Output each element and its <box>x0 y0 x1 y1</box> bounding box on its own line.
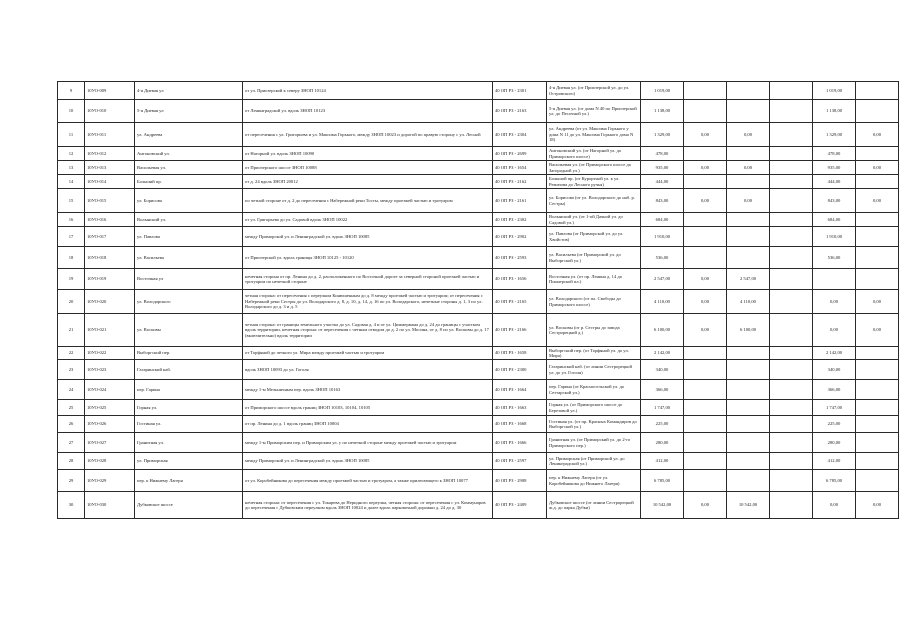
value-cell-3 <box>727 213 770 227</box>
registry-number-cell: 40 ОП РЗ - 1656 <box>493 269 547 290</box>
value-cell-6 <box>856 147 899 161</box>
row-number-cell: 30 <box>58 492 85 519</box>
value-cell-6: 0,00 <box>856 314 899 347</box>
road-name-cell: Гостиная ул. <box>135 416 243 433</box>
value-cell-6: 0,00 <box>856 161 899 175</box>
value-cell-4 <box>770 433 813 453</box>
value-cell-3 <box>727 247 770 269</box>
road-boundaries-cell: пер. к Нижнему Лагеря (от ул. Коробейникова до Нижнего Лагеря) <box>547 470 641 492</box>
value-cell-2 <box>684 433 727 453</box>
value-cell-5: 0,00 <box>813 290 856 314</box>
road-name-cell: Васильевая ул. <box>135 161 243 175</box>
value-cell-2 <box>684 82 727 100</box>
roads-register-table <box>57 81 899 519</box>
location-description-cell: нечетная сторона от пр. Ленина до д. 2, расположенного по Восточной дороге за северной стороной проезжей частью и тротуаром по нечетной стороне <box>243 269 493 290</box>
value-cell-4 <box>770 161 813 175</box>
value-cell-6: 0,00 <box>856 189 899 213</box>
registry-number-cell: 40 ОП РЗ - 2409 <box>493 492 547 519</box>
road-name-cell: 5-я Диевая ул <box>135 100 243 123</box>
registry-number-cell: 40 ОП РЗ - 1666 <box>493 433 547 453</box>
road-name-cell: Антоновский ул. <box>135 147 243 161</box>
value-cell-1: 536,00 <box>641 247 684 269</box>
row-number-cell: 25 <box>58 400 85 416</box>
row-number-cell: 12 <box>58 147 85 161</box>
table-row <box>58 123 899 147</box>
road-name-cell: пер. к Нижнему Лагеря <box>135 470 243 492</box>
value-cell-5: 1 910,00 <box>813 227 856 247</box>
road-name-cell: ул. Васильева <box>135 247 243 269</box>
value-cell-1: 444,00 <box>641 175 684 189</box>
value-cell-1: 478,00 <box>641 147 684 161</box>
value-cell-2: 0,00 <box>684 189 727 213</box>
value-cell-6 <box>856 360 899 380</box>
value-cell-3 <box>727 380 770 400</box>
value-cell-3 <box>727 453 770 470</box>
road-boundaries-cell: Большой пр. (от Курортной ул. к ул. Ремизова до Лесного ручья) <box>547 175 641 189</box>
registry-number-cell: 40 ОП РЗ - 2597 <box>493 453 547 470</box>
value-cell-4 <box>770 380 813 400</box>
road-boundaries-cell: Антоновский ул. (от Нагорной ул. до Приморского шоссе) <box>547 147 641 161</box>
table-row <box>58 100 899 123</box>
road-code-cell: 10УО-021 <box>85 314 135 347</box>
registry-number-cell: 40 ОП РЗ - 1668 <box>493 416 547 433</box>
value-cell-1: 684,00 <box>641 213 684 227</box>
row-number-cell: 28 <box>58 453 85 470</box>
value-cell-6 <box>856 100 899 123</box>
value-cell-6 <box>856 247 899 269</box>
registry-number-cell: 40 ОП РЗ - 1664 <box>493 380 547 400</box>
value-cell-6 <box>856 175 899 189</box>
table-row <box>58 213 899 227</box>
value-cell-2 <box>684 175 727 189</box>
registry-number-cell: 40 ОП РЗ - 2165 <box>493 290 547 314</box>
value-cell-1: 4 110,00 <box>641 290 684 314</box>
road-code-cell: 10УО-027 <box>85 433 135 453</box>
registry-number-cell: 40 ОП РЗ - 2301 <box>493 82 547 100</box>
value-cell-6 <box>856 400 899 416</box>
road-code-cell: 10УО-018 <box>85 247 135 269</box>
value-cell-5: 1 747,00 <box>813 400 856 416</box>
value-cell-2 <box>684 227 727 247</box>
value-cell-6 <box>856 380 899 400</box>
road-name-cell: Гагаринский наб. <box>135 360 243 380</box>
value-cell-3 <box>727 227 770 247</box>
road-boundaries-cell: Горная ул. (от Приморского шоссе до Березовой ул.) <box>547 400 641 416</box>
value-cell-3: 0,00 <box>727 123 770 147</box>
table-row <box>58 416 899 433</box>
road-boundaries-cell: ул. Андреева (от ул. Максима Горького у дома N 11 до ул. Максима Горького дома N 18) <box>547 123 641 147</box>
value-cell-2: 0,00 <box>684 290 727 314</box>
value-cell-1: 1 910,00 <box>641 227 684 247</box>
road-boundaries-cell: ул. Васильева (от Приморской ул. до Выборгской ул.) <box>547 247 641 269</box>
value-cell-2 <box>684 380 727 400</box>
value-cell-1: 1 329,00 <box>641 123 684 147</box>
value-cell-1: 843,00 <box>641 189 684 213</box>
location-description-cell: между 1-м Приморским пер. и Приморским ул. у по нечетной стороне между проезжей частью и тротуаром <box>243 433 493 453</box>
registry-number-cell: 40 ОП РЗ - 2302 <box>493 213 547 227</box>
road-boundaries-cell: ул. Приморская (от Приморской ул. до Ленинградской ул.) <box>547 453 641 470</box>
road-boundaries-cell: Гостиная ул. (от пр. Красных Командиров до Выборгской ул.) <box>547 416 641 433</box>
value-cell-6: 0,00 <box>856 492 899 519</box>
road-code-cell: 10УО-029 <box>85 470 135 492</box>
table-row <box>58 360 899 380</box>
road-name-cell: ул. Восковы <box>135 314 243 347</box>
row-number-cell: 27 <box>58 433 85 453</box>
road-code-cell: 10УО-030 <box>85 492 135 519</box>
value-cell-4 <box>770 147 813 161</box>
table-row <box>58 470 899 492</box>
value-cell-3: 0,00 <box>727 189 770 213</box>
table-row <box>58 269 899 290</box>
road-code-cell: 10УО-015 <box>85 189 135 213</box>
value-cell-1: 10 542,00 <box>641 492 684 519</box>
road-code-cell: 10УО-016 <box>85 213 135 227</box>
road-name-cell: пер. Гарина <box>135 380 243 400</box>
road-boundaries-cell: Гагаринский наб. (от линии Сестрорецкой ул. до ул. Гоголя) <box>547 360 641 380</box>
location-description-cell: от Нагорной ул. вдоль ЗНОП 10090 <box>243 147 493 161</box>
value-cell-6 <box>856 453 899 470</box>
value-cell-5: 1 019,00 <box>813 82 856 100</box>
road-name-cell: Волынский ул. <box>135 213 243 227</box>
road-code-cell: 10УО-025 <box>85 400 135 416</box>
value-cell-6 <box>856 227 899 247</box>
value-cell-5: 0,00 <box>813 314 856 347</box>
road-name-cell: ул. Андреева <box>135 123 243 147</box>
road-code-cell: 10УО-026 <box>85 416 135 433</box>
row-number-cell: 14 <box>58 175 85 189</box>
value-cell-3 <box>727 400 770 416</box>
registry-number-cell: 40 ОП РЗ - 2300 <box>493 360 547 380</box>
value-cell-2 <box>684 400 727 416</box>
registry-number-cell: 40 ОП РЗ - 2162 <box>493 175 547 189</box>
registry-number-cell: 40 ОП РЗ - 1654 <box>493 161 547 175</box>
location-description-cell: от ул. Коробейникова до пересечения между проезжей частью и тротуаром, а также прилегающего к ЗНОП 10077 <box>243 470 493 492</box>
value-cell-5: 6 785,00 <box>813 470 856 492</box>
location-description-cell: между Приморской ул. и Ленинградской ул. вдоль ЗНОП 10085 <box>243 453 493 470</box>
road-code-cell: 10УО-013 <box>85 161 135 175</box>
value-cell-4 <box>770 227 813 247</box>
value-cell-4 <box>770 82 813 100</box>
value-cell-6 <box>856 269 899 290</box>
value-cell-1: 2 142,00 <box>641 347 684 360</box>
road-boundaries-cell: Гранитная ул. (от Приморский ул. до 2-го Приморского пер.) <box>547 433 641 453</box>
registry-number-cell: 40 ОП РЗ - 2304 <box>493 123 547 147</box>
value-cell-1: 280,00 <box>641 433 684 453</box>
row-number-cell: 16 <box>58 213 85 227</box>
road-code-cell: 10УО-014 <box>85 175 135 189</box>
road-name-cell: Восточная ул <box>135 269 243 290</box>
value-cell-4 <box>770 400 813 416</box>
table-row <box>58 400 899 416</box>
value-cell-4 <box>770 213 813 227</box>
value-cell-4 <box>770 470 813 492</box>
value-cell-2 <box>684 100 727 123</box>
value-cell-3: 4 110,00 <box>727 290 770 314</box>
value-cell-6: 0,00 <box>856 123 899 147</box>
table-row <box>58 492 899 519</box>
value-cell-1: 1 747,00 <box>641 400 684 416</box>
road-boundaries-cell: пер. Гарина (от Красносельской ул. до Сеттарской ул.) <box>547 380 641 400</box>
row-number-cell: 20 <box>58 290 85 314</box>
location-description-cell: между Приморской ул. и Ленинградской ул. вдоль ЗНОП 10085 <box>243 227 493 247</box>
row-number-cell: 22 <box>58 347 85 360</box>
value-cell-4 <box>770 175 813 189</box>
value-cell-5: 412,00 <box>813 453 856 470</box>
table-row <box>58 147 899 161</box>
value-cell-2 <box>684 247 727 269</box>
row-number-cell: 13 <box>58 161 85 175</box>
road-boundaries-cell: 5-я Диевая ул. (от дома N 40 по Приозерской ул. до Песочной ул.) <box>547 100 641 123</box>
value-cell-1: 412,00 <box>641 453 684 470</box>
value-cell-4 <box>770 492 813 519</box>
value-cell-3: 10 542,00 <box>727 492 770 519</box>
road-name-cell: ул. Володарского <box>135 290 243 314</box>
value-cell-5: 366,00 <box>813 380 856 400</box>
registry-number-cell: 40 ОП РЗ - 1663 <box>493 400 547 416</box>
location-description-cell: от пересечения с ул. Григорьева и ул. Максима Горького, между ЗНОП 10023 и дорогой по правую сторону с ул. Лесной <box>243 123 493 147</box>
value-cell-2 <box>684 416 727 433</box>
row-number-cell: 19 <box>58 269 85 290</box>
table-row <box>58 247 899 269</box>
registry-number-cell: 40 ОП РЗ - 2161 <box>493 189 547 213</box>
value-cell-1: 6 785,00 <box>641 470 684 492</box>
registry-number-cell: 40 ОП РЗ - 2699 <box>493 147 547 161</box>
value-cell-6: 0,00 <box>856 290 899 314</box>
value-cell-1: 6 100,00 <box>641 314 684 347</box>
road-code-cell: 10УО-009 <box>85 82 135 100</box>
row-number-cell: 15 <box>58 189 85 213</box>
table-row <box>58 453 899 470</box>
value-cell-6 <box>856 213 899 227</box>
value-cell-1: 1 019,00 <box>641 82 684 100</box>
value-cell-3 <box>727 360 770 380</box>
value-cell-5: 1 138,00 <box>813 100 856 123</box>
value-cell-6 <box>856 470 899 492</box>
road-boundaries-cell: 4-я Диевая ул. (от Приозерской ул. до ул. Островского) <box>547 82 641 100</box>
road-code-cell: 10УО-020 <box>85 290 135 314</box>
road-code-cell: 10УО-023 <box>85 360 135 380</box>
location-description-cell: вдоль ЗНОП 10093 до ул. Гоголя <box>243 360 493 380</box>
road-code-cell: 10УО-019 <box>85 269 135 290</box>
value-cell-4 <box>770 290 813 314</box>
row-number-cell: 11 <box>58 123 85 147</box>
row-number-cell: 26 <box>58 416 85 433</box>
location-description-cell: от Приморского шоссе вдоль границ ЗНОП 10103, 10104, 10105 <box>243 400 493 416</box>
table-row <box>58 82 899 100</box>
road-boundaries-cell: ул. Павлова (от Приморской ул. до ул. Хвойстов) <box>547 227 641 247</box>
row-number-cell: 23 <box>58 360 85 380</box>
location-description-cell: от пр. Ленина до д. 1 вдоль границ ЗНОП 10004 <box>243 416 493 433</box>
row-number-cell: 29 <box>58 470 85 492</box>
row-number-cell: 21 <box>58 314 85 347</box>
value-cell-5: 1 329,00 <box>813 123 856 147</box>
value-cell-4 <box>770 347 813 360</box>
value-cell-6 <box>856 347 899 360</box>
value-cell-5: 340,00 <box>813 360 856 380</box>
table-row <box>58 290 899 314</box>
value-cell-4 <box>770 247 813 269</box>
value-cell-1: 366,00 <box>641 380 684 400</box>
road-code-cell: 10УО-011 <box>85 123 135 147</box>
road-boundaries-cell: ул. Борисова (от ул. Володарского до наб. р. Сестры) <box>547 189 641 213</box>
value-cell-3: 0,00 <box>727 161 770 175</box>
value-cell-5: 684,00 <box>813 213 856 227</box>
registry-number-cell: 40 ОП РЗ - 2908 <box>493 470 547 492</box>
value-cell-2 <box>684 470 727 492</box>
value-cell-5: 444,00 <box>813 175 856 189</box>
value-cell-2: 0,00 <box>684 123 727 147</box>
road-name-cell: ул. Борисова <box>135 189 243 213</box>
road-boundaries-cell: ул. Восковы (от р. Сестры до завода Сестрорецкий д.) <box>547 314 641 347</box>
value-cell-5: 2 142,00 <box>813 347 856 360</box>
value-cell-2: 0,00 <box>684 314 727 347</box>
value-cell-1: 2 547,00 <box>641 269 684 290</box>
value-cell-5: 536,00 <box>813 247 856 269</box>
table-row <box>58 380 899 400</box>
value-cell-6 <box>856 416 899 433</box>
value-cell-5 <box>813 269 856 290</box>
road-name-cell: ул. Приморская <box>135 453 243 470</box>
road-name-cell: Горная ул. <box>135 400 243 416</box>
value-cell-5: 280,00 <box>813 433 856 453</box>
value-cell-2: 0,00 <box>684 161 727 175</box>
value-cell-6 <box>856 82 899 100</box>
value-cell-3 <box>727 416 770 433</box>
row-number-cell: 18 <box>58 247 85 269</box>
road-code-cell: 10УО-010 <box>85 100 135 123</box>
value-cell-3: 2 547,00 <box>727 269 770 290</box>
table-row <box>58 161 899 175</box>
value-cell-2: 0,00 <box>684 269 727 290</box>
value-cell-5: 935,00 <box>813 161 856 175</box>
road-boundaries-cell: ул. Володарского (от пл. Свободы до Приморского шоссе) <box>547 290 641 314</box>
location-description-cell: от Приозерского шоссе ЗНОП 10088 <box>243 161 493 175</box>
table-row <box>58 347 899 360</box>
row-number-cell: 24 <box>58 380 85 400</box>
location-description-cell: от д. 24 вдоль ЗНОП 20012 <box>243 175 493 189</box>
value-cell-2 <box>684 360 727 380</box>
road-boundaries-cell: Восточная ул. (от пр. Ленина д. 14 до Пионерской пл.) <box>547 269 641 290</box>
road-name-cell: ул. Павлова <box>135 227 243 247</box>
road-code-cell: 10УО-022 <box>85 347 135 360</box>
value-cell-3 <box>727 347 770 360</box>
location-description-cell: от ул. Григорьева до ул. Садовой вдоль ЗНОП 10022 <box>243 213 493 227</box>
value-cell-5: 843,00 <box>813 189 856 213</box>
location-description-cell: от Приозерской ул. вдоль границы ЗНОП 10125 - 10120 <box>243 247 493 269</box>
registry-number-cell: 40 ОП РЗ - 1658 <box>493 347 547 360</box>
value-cell-1: 935,00 <box>641 161 684 175</box>
value-cell-1: 225,00 <box>641 416 684 433</box>
value-cell-3: 6 100,00 <box>727 314 770 347</box>
road-name-cell: Дубковское шоссе <box>135 492 243 519</box>
value-cell-3 <box>727 175 770 189</box>
road-code-cell: 10УО-012 <box>85 147 135 161</box>
registry-number-cell: 40 ОП РЗ - 2902 <box>493 227 547 247</box>
road-boundaries-cell: Выборгский пер. (от Торфяной ул. до ул. Мира) <box>547 347 641 360</box>
value-cell-4 <box>770 453 813 470</box>
road-code-cell: 10УО-024 <box>85 380 135 400</box>
value-cell-3 <box>727 100 770 123</box>
value-cell-2 <box>684 347 727 360</box>
location-description-cell: четная сторона: от границы земельного участка до ул. Садовая д. 4 и от ул. Циммермана до д. 24 до границы с участком вдоль территории, нечетная сторона: от пересечения с четным отводом до д. 2 по ул. Мосина, от д. 8 по ул. Восковы до д. 17 (включительно) вдоль территории <box>243 314 493 347</box>
value-cell-3 <box>727 470 770 492</box>
road-name-cell: 4-я Диевая ул <box>135 82 243 100</box>
value-cell-5: 225,00 <box>813 416 856 433</box>
location-description-cell: от Торфяной до четного ул. Мира между проезжей частью и тротуаром <box>243 347 493 360</box>
value-cell-1: 340,00 <box>641 360 684 380</box>
value-cell-1: 1 138,00 <box>641 100 684 123</box>
registry-number-cell: 40 ОП РЗ - 2593 <box>493 247 547 269</box>
table-row <box>58 227 899 247</box>
value-cell-4 <box>770 123 813 147</box>
table-row <box>58 314 899 347</box>
road-boundaries-cell: Волынский ул. (от 1-ой Дачной ул. до Садовой ул.) <box>547 213 641 227</box>
value-cell-4 <box>770 100 813 123</box>
registry-number-cell: 40 ОП РЗ - 2163 <box>493 100 547 123</box>
road-name-cell: Больший пр. <box>135 175 243 189</box>
road-name-cell: Выборгский пер. <box>135 347 243 360</box>
value-cell-5: 478,00 <box>813 147 856 161</box>
table-row <box>58 433 899 453</box>
location-description-cell: от Ленинградской ул. вдоль ЗНОП 10123 <box>243 100 493 123</box>
row-number-cell: 9 <box>58 82 85 100</box>
road-name-cell: Гранитная ул. <box>135 433 243 453</box>
value-cell-5: 0,00 <box>813 492 856 519</box>
value-cell-2: 0,00 <box>684 492 727 519</box>
road-boundaries-cell: Васильевая ул. (от Приморского шоссе до Загородной ул.) <box>547 161 641 175</box>
registry-number-cell: 40 ОП РЗ - 2166 <box>493 314 547 347</box>
location-description-cell: по четной стороне от д. 2 до пересечения с Набережной реки Тосты, между проезжей частью и тротуаром <box>243 189 493 213</box>
value-cell-3 <box>727 82 770 100</box>
row-number-cell: 10 <box>58 100 85 123</box>
table-row <box>58 189 899 213</box>
location-description-cell: от ул. Приозерской к северу ЗНОП 10124 <box>243 82 493 100</box>
value-cell-4 <box>770 360 813 380</box>
value-cell-4 <box>770 416 813 433</box>
value-cell-3 <box>727 433 770 453</box>
road-code-cell: 10УО-028 <box>85 453 135 470</box>
value-cell-3 <box>727 147 770 161</box>
value-cell-4 <box>770 314 813 347</box>
location-description-cell: между 1-м Мельничным пер. вдоль ЗНОП 10163 <box>243 380 493 400</box>
table-row <box>58 175 899 189</box>
value-cell-4 <box>770 269 813 290</box>
row-number-cell: 17 <box>58 227 85 247</box>
value-cell-2 <box>684 213 727 227</box>
road-code-cell: 10УО-017 <box>85 227 135 247</box>
value-cell-6 <box>856 433 899 453</box>
value-cell-2 <box>684 147 727 161</box>
value-cell-4 <box>770 189 813 213</box>
location-description-cell: четная сторона: от пересечения с переулком Конюшенным до д. 8 между проезжей частью и тротуаром; от пересечения с Набережной реки Сестры до ул. Володарского д. 8, д. 10, д. 14, д. 16 по ул. Володарского, нечетные стороны д. 1, 3 по ул. Володарского до д. 3 и д. 5 <box>243 290 493 314</box>
road-boundaries-cell: Дубковское шоссе (от линии Сестрорецкой ж.д. до парка Дубки) <box>547 492 641 519</box>
value-cell-2 <box>684 453 727 470</box>
location-description-cell: нечетная сторона: от пересечения с ул. Токарева до Неридного переулка, четная сторона: от пересечения с ул. Коммунаров до пересечения с Дубковским переулком вдоль ЗНОП 10024 и далее вдоль парковочной дорожки д. 24 до д. 30 <box>243 492 493 519</box>
table-body <box>58 82 899 519</box>
